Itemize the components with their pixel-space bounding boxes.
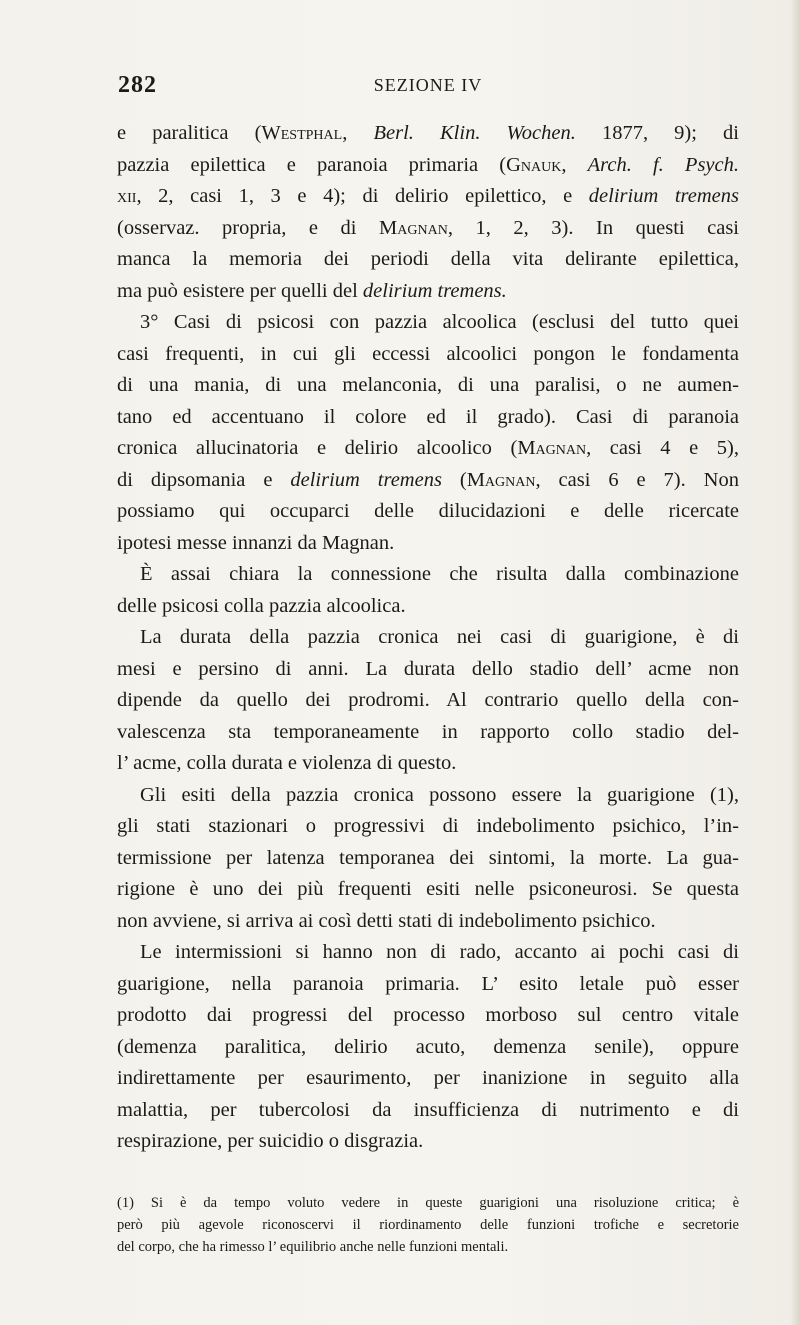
text-segment: l’ acme, colla durata e violenza di questo.	[117, 752, 457, 774]
text-segment: mesi e persino di anni. La durata dello stadio dell’ acme non	[117, 657, 739, 680]
text-segment: guarigione, nella paranoia primaria. L’ esito letale può esser	[117, 972, 739, 995]
text-segment: delirium tremens	[588, 185, 739, 207]
text-segment: casi frequenti, in cui gli eccessi alcoolici pongon le fondamenta	[117, 342, 739, 365]
text-segment: ,	[561, 153, 588, 176]
text-segment: delle psicosi colla pazzia alcoolica.	[117, 594, 406, 617]
running-head	[118, 72, 738, 102]
text-segment: valescenza sta temporaneamente in rapporto collo stadio del-	[117, 720, 739, 743]
text-line	[117, 339, 739, 371]
text-segment: malattia, per tubercolosi da insufficienza di nutrimento e di	[117, 1098, 739, 1121]
text-segment: manca la memoria dei periodi della vita delirante epilettica,	[117, 248, 739, 270]
text-segment: , casi 4 e 5),	[586, 437, 740, 459]
text-segment: possiamo qui occuparci delle dilucidazioni e delle ricercate	[117, 500, 739, 522]
text-line	[117, 811, 739, 843]
text-line	[117, 1032, 739, 1064]
text-segment: , casi 6 e 7). Non	[535, 468, 739, 491]
text-segment: 1877, 9); di	[575, 122, 740, 144]
text-segment: , 1, 2, 3). In questi casi	[447, 216, 739, 239]
text-line	[117, 276, 739, 308]
text-segment: e paralitica (	[117, 122, 262, 144]
text-segment: xii	[117, 185, 137, 207]
text-segment: Magnan	[466, 468, 536, 491]
page-edge-shadow	[790, 0, 800, 1325]
text-segment: del corpo, che ha rimesso l’ equilibrio anche nelle funzioni mentali.	[117, 1239, 509, 1255]
section-title: SEZIONE IV	[373, 75, 483, 95]
text-segment: È assai chiara la connessione che risulta dalla combinazione	[140, 563, 739, 585]
text-segment: Arch. f. Psych.	[587, 153, 739, 176]
text-line	[117, 1000, 739, 1032]
text-line	[117, 433, 739, 465]
footnotes	[117, 1192, 739, 1258]
text-line	[117, 591, 739, 623]
text-line	[117, 937, 739, 969]
text-line	[117, 1126, 739, 1158]
text-line	[117, 1063, 739, 1095]
text-segment: di una mania, di una melanconia, di una paralisi, o ne aumen-	[117, 374, 739, 396]
text-line	[117, 402, 739, 434]
text-segment: (1) Si è da tempo voluto vedere in queste guarigioni una risoluzione critica; è	[117, 1195, 739, 1211]
footnote-line	[117, 1214, 739, 1236]
text-segment: Gnauk	[506, 153, 562, 176]
text-segment: respirazione, per suicidio o disgrazia.	[117, 1130, 424, 1152]
text-segment: , 2, casi 1, 3 e 4); di delirio epilettico, e	[136, 185, 589, 207]
text-line	[117, 622, 739, 654]
text-segment: ,	[342, 122, 374, 144]
text-segment: indirettamente per esaurimento, per inanizione in seguito alla	[117, 1067, 739, 1089]
text-line	[117, 654, 739, 686]
text-line	[117, 307, 739, 339]
text-segment: delirium tremens	[290, 468, 442, 491]
text-line	[117, 969, 739, 1001]
text-line	[117, 717, 739, 749]
text-segment: rigione è uno dei più frequenti esiti nelle psiconeurosi. Se questa	[117, 878, 739, 900]
text-segment: tano ed accentuano il colore ed il grado). Casi di paranoia	[117, 405, 739, 428]
text-segment: pazzia epilettica e paranoia primaria (	[117, 153, 507, 176]
text-segment: 3° Casi di psicosi con pazzia alcoolica (esclusi del tutto quei	[140, 311, 739, 333]
text-line	[117, 906, 739, 938]
text-line	[117, 244, 739, 276]
text-line	[117, 370, 739, 402]
footnote-line	[117, 1236, 739, 1258]
text-line	[117, 465, 739, 497]
text-segment: ma può esistere per quelli del	[117, 279, 363, 302]
footnote-line	[117, 1192, 739, 1214]
text-segment: Westphal	[261, 122, 343, 144]
text-line	[117, 118, 739, 150]
text-segment: cronica allucinatoria e delirio alcoolico (	[117, 437, 518, 459]
text-line	[117, 528, 739, 560]
text-line	[117, 874, 739, 906]
text-segment: dipende da quello dei prodromi. Al contrario quello della con-	[117, 689, 739, 711]
text-line	[117, 150, 739, 182]
text-line	[117, 181, 739, 213]
body-text	[117, 118, 739, 1158]
text-segment: però più agevole riconoscervi il riordinamento delle funzioni trofiche e secretorie	[117, 1217, 739, 1233]
text-segment: Berl. Klin. Wochen.	[373, 122, 576, 144]
text-segment: prodotto dai progressi del processo morboso sul centro vitale	[117, 1004, 739, 1026]
text-segment: di dipsomania e	[117, 468, 291, 491]
text-segment: Magnan	[379, 216, 448, 239]
text-line	[117, 559, 739, 591]
text-segment: termissione per latenza temporanea dei sintomi, la morte. La gua-	[117, 846, 739, 869]
text-segment: La durata della pazzia cronica nei casi di guarigione, è di	[140, 626, 739, 648]
text-line	[117, 1095, 739, 1127]
text-segment: ipotesi messe innanzi da Magnan.	[117, 531, 395, 554]
text-segment: (osservaz. propria, e di	[117, 216, 380, 239]
text-line	[117, 780, 739, 812]
text-segment: (	[441, 468, 467, 491]
text-line	[117, 843, 739, 875]
text-segment: non avviene, si arriva ai così detti stati di indebolimento psichico.	[117, 909, 656, 932]
text-line	[117, 496, 739, 528]
text-line	[117, 685, 739, 717]
text-line	[117, 213, 739, 245]
text-segment: (demenza paralitica, delirio acuto, demenza senile), oppure	[117, 1035, 739, 1058]
text-segment: delirium tremens.	[362, 279, 507, 302]
text-segment: gli stati stazionari o progressivi di indebolimento psichico, l’in-	[117, 815, 739, 837]
page-number: 282	[118, 72, 157, 98]
text-segment: Gli esiti della pazzia cronica possono essere la guarigione (1),	[140, 783, 739, 806]
text-line	[117, 748, 739, 780]
text-segment: Magnan	[517, 437, 587, 459]
text-segment: Le intermissioni si hanno non di rado, accanto ai pochi casi di	[140, 941, 739, 963]
